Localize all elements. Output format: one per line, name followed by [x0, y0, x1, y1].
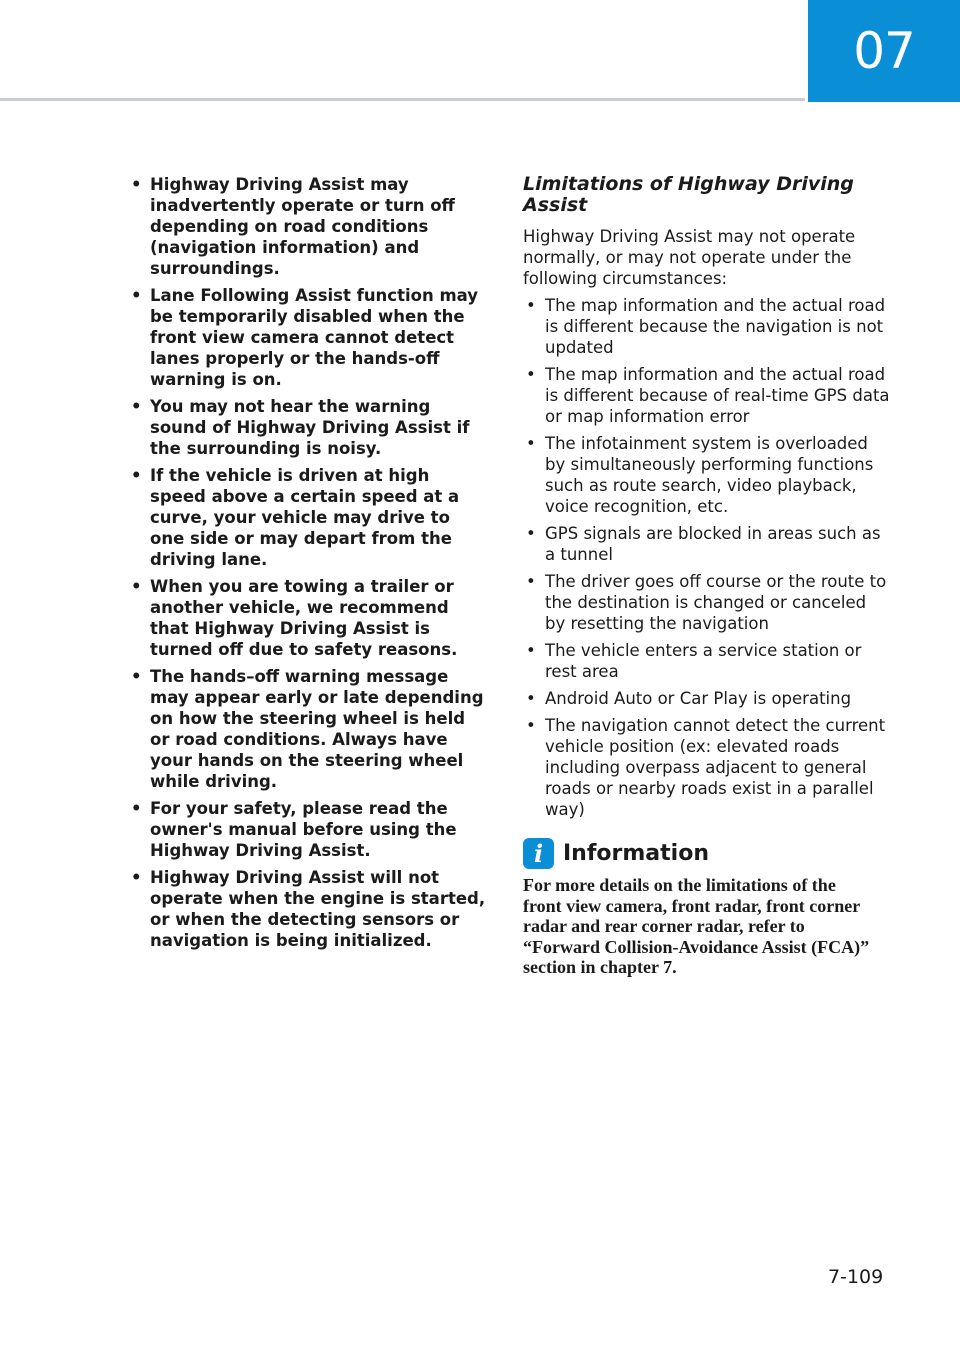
header-rule: [0, 98, 805, 101]
list-item: • Android Auto or Car Play is operating: [523, 688, 891, 709]
list-item: • Highway Driving Assist may inadvertently operate or turn off depending on road conditions (navigation information) and surroundings.: [128, 174, 488, 279]
list-item: • The vehicle enters a service station or rest area: [523, 640, 891, 682]
list-item: • The map information and the actual road is different because of real-time GPS data or map information error: [523, 364, 891, 427]
section-heading: Limitations of Highway Driving Assist: [523, 173, 854, 216]
list-item: • For your safety, please read the owner's manual before using the Highway Driving Assist.: [128, 798, 488, 861]
page-number: 7-109: [828, 1266, 884, 1288]
information-header: [523, 838, 891, 869]
list-item: • Lane Following Assist function may be temporarily disabled when the front view camera cannot detect lanes properly or the hands-off warning is on.: [128, 285, 488, 390]
information-body: For more details on the limitations of the front view camera, front radar, front corner radar and rear corner radar, refer to “Forward Collision-Avoidance Assist (FCA)” section in chapter 7.: [523, 875, 870, 977]
list-item: • The driver goes off course or the route to the destination is changed or canceled by resetting the navigation: [523, 571, 891, 634]
right-column: [523, 174, 891, 978]
list-item: • The hands–off warning message may appear early or late depending on how the steering wheel is held or road conditions. Always have your hands on the steering wheel while driving.: [128, 666, 488, 792]
chapter-number: 07: [853, 22, 915, 80]
information-title: Information: [563, 841, 709, 866]
list-item: • When you are towing a trailer or another vehicle, we recommend that Highway Driving Assist is turned off due to safety reasons.: [128, 576, 488, 660]
list-item: • The navigation cannot detect the current vehicle position (ex: elevated roads including overpass adjacent to general roads or nearby roads exist in a parallel way): [523, 715, 891, 820]
list-item: • The map information and the actual road is different because the navigation is not updated: [523, 295, 891, 358]
list-item: • You may not hear the warning sound of Highway Driving Assist if the surrounding is noisy.: [128, 396, 488, 459]
list-item: • The infotainment system is overloaded by simultaneously performing functions such as route search, video playback, voice recognition, etc.: [523, 433, 891, 517]
list-item: • Highway Driving Assist will not operate when the engine is started, or when the detecting sensors or navigation is being initialized.: [128, 867, 488, 951]
list-item: • GPS signals are blocked in areas such as a tunnel: [523, 523, 891, 565]
chapter-tab: [808, 0, 960, 102]
section-intro: Highway Driving Assist may not operate normally, or may not operate under the following circumstances:: [523, 227, 856, 288]
list-item: • If the vehicle is driven at high speed above a certain speed at a curve, your vehicle may drive to one side or may depart from the driving lane.: [128, 465, 488, 570]
left-column: [128, 174, 488, 957]
warning-list: [128, 174, 488, 951]
limitations-list: [523, 295, 891, 820]
information-box: [523, 838, 891, 978]
info-icon: i: [523, 838, 554, 869]
